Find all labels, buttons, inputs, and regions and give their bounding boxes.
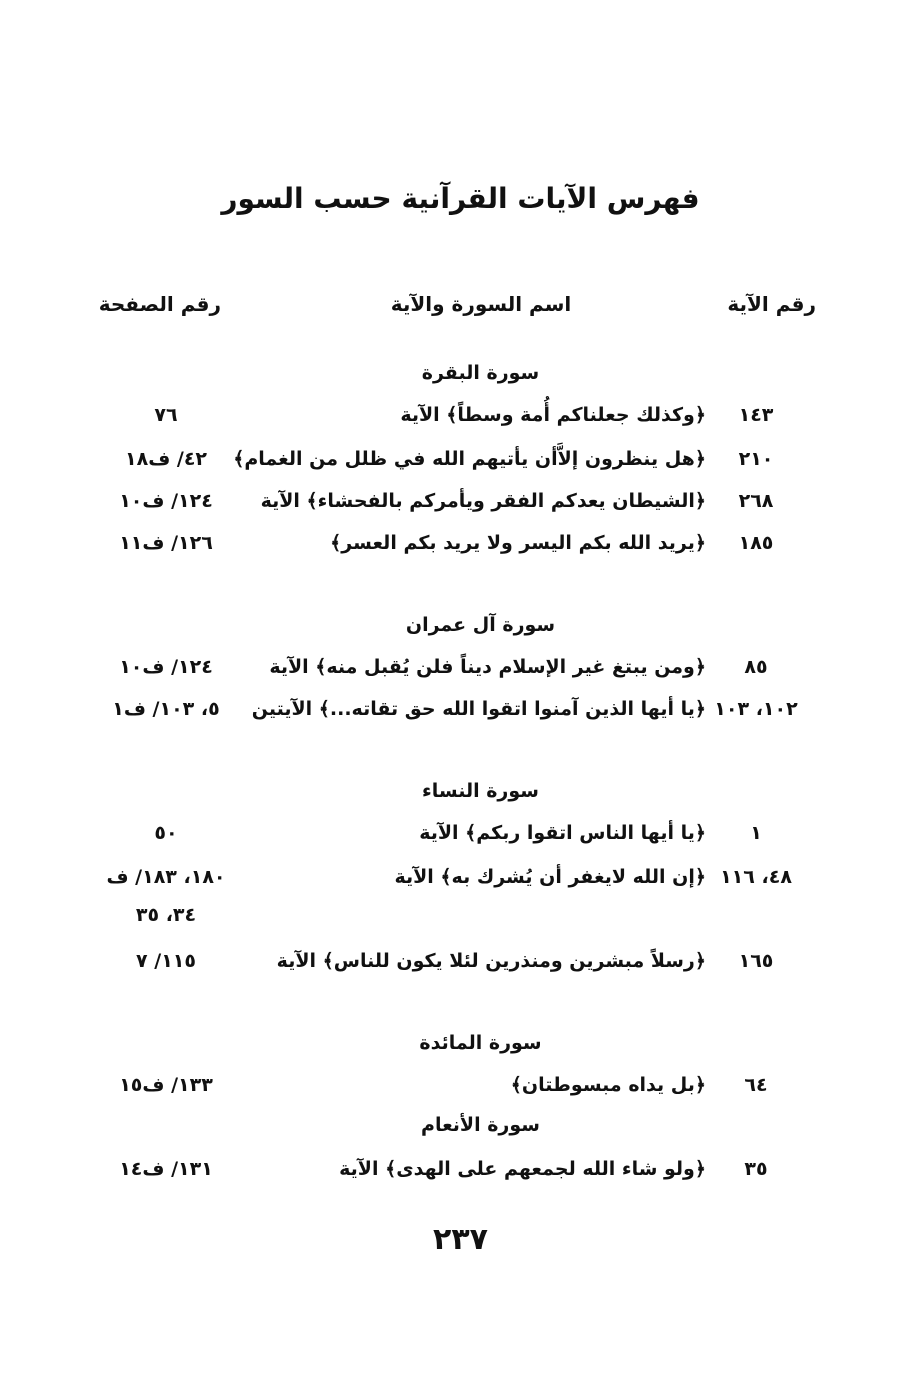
header-verse-number: رقم الآية [727, 292, 816, 316]
page-ref: ١٨٠، ١٨٣/ ف [106, 866, 226, 888]
verse-text: ﴿وكذلك جعلناكم أُمة وسطاً﴾ الآية [400, 404, 706, 426]
surah-heading-aal-imran: سورة آل عمران [405, 614, 556, 636]
verse-text: ﴿ومن يبتغ غير الإسلام ديناً فلن يُقبل منه﴾ الآية [269, 656, 706, 678]
page-ref: ١٢٤/ ف١٠ [119, 656, 213, 678]
verse-number: ٨٥ [744, 656, 768, 678]
table-row [0, 484, 921, 518]
page-ref: ١٢٦/ ف١١ [119, 532, 213, 554]
page-ref: ١٢٤/ ف١٠ [119, 490, 213, 512]
table-row [0, 860, 921, 894]
table-row [0, 816, 921, 850]
verse-text: ﴿يا أيها الذين آمنوا اتقوا الله حق تقاته...﴾ الآيتين [251, 698, 706, 720]
verse-text: ﴿هل ينظرون إلاَّأن يأتيهم الله في ظلل من الغمام﴾ [233, 448, 706, 470]
table-row [0, 1152, 921, 1186]
header-page-number: رقم الصفحة [98, 292, 221, 316]
table-row [0, 692, 921, 726]
verse-text: ﴿بل يداه مبسوطتان﴾ [510, 1074, 706, 1096]
verse-text: ﴿رسلاً مبشرين ومنذرين لئلا يكون للناس﴾ الآية [276, 950, 706, 972]
surah-heading-maidah: سورة المائدة [419, 1032, 542, 1054]
column-headers [0, 292, 921, 328]
page-ref: ٤٢/ ف١٨ [124, 448, 208, 470]
verse-text: ﴿يا أيها الناس اتقوا ربكم﴾ الآية [419, 822, 706, 844]
verse-number: ١٤٣ [738, 404, 774, 426]
verse-number: ١ [750, 822, 762, 844]
page-ref: ١٣٣/ ف١٥ [119, 1074, 213, 1096]
page-ref: ٧٦ [154, 404, 178, 426]
table-row [0, 526, 921, 560]
page-ref-continuation: ٣٤، ٣٥ [135, 904, 197, 926]
page-ref: ١١٥/ ٧ [136, 950, 196, 972]
verse-text: ﴿يريد الله بكم اليسر ولا يريد بكم العسر﴾ [330, 532, 706, 554]
verse-number: ١٠٢، ١٠٣ [714, 698, 798, 720]
verse-text: ﴿ولو شاء الله لجمعهم على الهدى﴾ الآية [339, 1158, 706, 1180]
table-row [0, 944, 921, 978]
page-ref: ٥٠ [154, 822, 178, 844]
verse-number: ٣٥ [744, 1158, 768, 1180]
page-number: ٢٣٧ [433, 1222, 488, 1257]
page-title: فهرس الآيات القرآنية حسب السور [221, 182, 700, 215]
surah-heading-nisa: سورة النساء [422, 780, 539, 802]
table-row [0, 442, 921, 476]
page-ref: ١٣١/ ف١٤ [119, 1158, 213, 1180]
surah-heading-baqarah: سورة البقرة [421, 362, 540, 384]
verse-number: ٤٨، ١١٦ [720, 866, 792, 888]
surah-heading-anam: سورة الأنعام [421, 1114, 540, 1136]
table-row-continuation [0, 898, 921, 932]
header-surah-and-verse: اسم السورة والآية [390, 292, 572, 316]
verse-number: ٢٦٨ [738, 490, 774, 512]
table-row [0, 650, 921, 684]
verse-text: ﴿الشيطان يعدكم الفقر ويأمركم بالفحشاء﴾ الآية [260, 490, 706, 512]
table-row [0, 398, 921, 432]
verse-number: ١٦٥ [738, 950, 774, 972]
page-ref: ٥، ١٠٣/ ف١ [112, 698, 220, 720]
verse-number: ٦٤ [744, 1074, 768, 1096]
verse-number: ١٨٥ [738, 532, 774, 554]
verse-number: ٢١٠ [738, 448, 774, 470]
table-row [0, 1068, 921, 1102]
verse-text: ﴿إن الله لايغفر أن يُشرك به﴾ الآية [394, 866, 706, 888]
